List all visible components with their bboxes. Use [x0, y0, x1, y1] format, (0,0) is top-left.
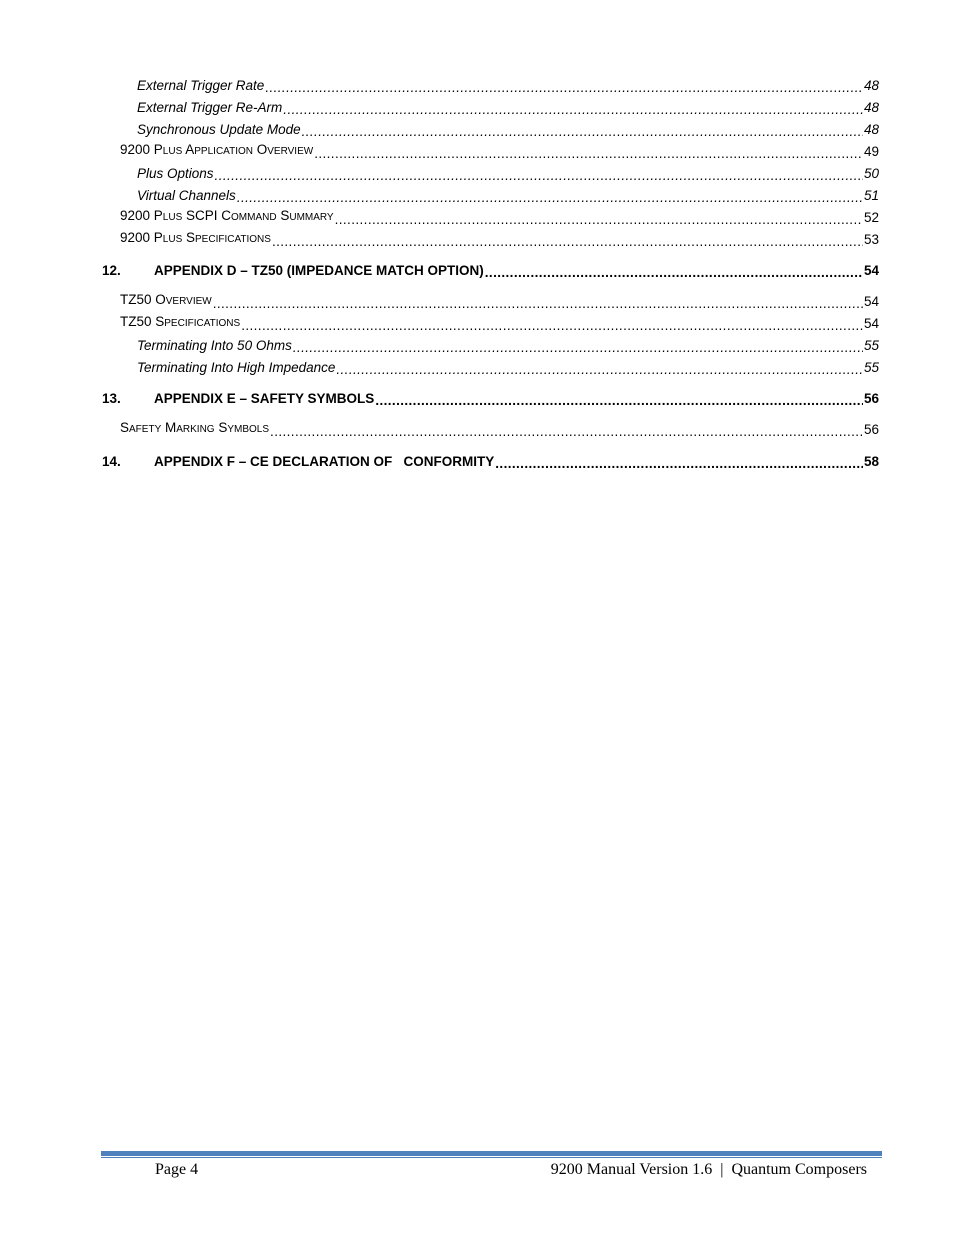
toc-entry-page: 50	[863, 166, 879, 181]
toc-title-part: S	[120, 420, 130, 435]
footer-rule	[101, 1151, 882, 1156]
toc-chapter-number: 14.	[102, 454, 121, 469]
toc-entry-title	[120, 292, 212, 310]
toc-title-part: LUS	[162, 212, 183, 223]
toc-leader-dots	[241, 318, 863, 332]
toc-entry[interactable]	[120, 144, 879, 160]
toc-leader-dots	[283, 102, 863, 116]
toc-entry-title	[120, 314, 240, 332]
toc-leader-dots	[375, 393, 863, 407]
toc-entry-page: 53	[863, 232, 879, 247]
toc-entry[interactable]	[137, 78, 879, 94]
toc-entry-title	[102, 263, 484, 279]
toc-entry[interactable]	[137, 122, 879, 138]
toc-chapter-entry[interactable]	[102, 263, 879, 279]
toc-entry[interactable]	[137, 188, 879, 204]
toc-title-part: A	[182, 142, 195, 157]
toc-chapter-entry[interactable]	[102, 391, 879, 407]
toc-entry-page: 58	[863, 454, 879, 469]
toc-title-part: TZ50 S	[120, 314, 165, 329]
toc-entry-page: 48	[863, 100, 879, 115]
toc-chapter-entry[interactable]	[102, 454, 879, 470]
toc-entry-title: Virtual Channels	[137, 188, 236, 203]
toc-entry-title: External Trigger Re-Arm	[137, 100, 283, 115]
toc-title-part: LUS	[162, 234, 183, 245]
toc-entry-page: 48	[863, 122, 879, 137]
toc-entry-title	[120, 230, 271, 248]
toc-title-part: VERVIEW	[267, 146, 314, 157]
toc-title-part: ARKING	[176, 424, 215, 435]
toc-leader-dots	[237, 190, 863, 204]
toc-entry-page: 49	[863, 144, 879, 159]
toc-leader-dots	[495, 456, 863, 470]
toc-entry-page: 56	[863, 422, 879, 437]
toc-leader-dots	[314, 146, 863, 160]
toc-title-part: S	[182, 230, 196, 245]
toc-leader-dots	[485, 265, 863, 279]
toc-entry-page: 48	[863, 78, 879, 93]
toc-title-part: OMMAND	[231, 212, 277, 223]
toc-chapter-title: APPENDIX E – SAFETY SYMBOLS	[154, 391, 375, 406]
toc-title-part: AFETY	[129, 424, 162, 435]
toc-entry[interactable]	[120, 316, 879, 332]
toc-title-part: SCPI C	[182, 208, 232, 223]
toc-entry-page: 51	[863, 188, 879, 203]
toc-leader-dots	[293, 340, 863, 354]
toc-leader-dots	[270, 424, 863, 438]
toc-title-part: S	[276, 208, 290, 223]
toc-entry-page: 55	[863, 360, 879, 375]
toc-entry[interactable]	[120, 422, 879, 438]
toc-entry-page: 56	[863, 391, 879, 406]
toc-chapter-title: APPENDIX D – TZ50 (IMPEDANCE MATCH OPTION)	[154, 263, 484, 278]
toc-title-part: LUS	[162, 146, 183, 157]
toc-entry[interactable]	[137, 166, 879, 182]
toc-entry-title	[120, 142, 313, 160]
toc-title-part: 9200 P	[120, 208, 163, 223]
toc-entry-title	[102, 391, 374, 407]
toc-leader-dots	[335, 212, 863, 226]
toc-entry-page: 54	[863, 294, 879, 309]
toc-leader-dots	[265, 80, 863, 94]
toc-entry-title: Synchronous Update Mode	[137, 122, 301, 137]
toc-chapter-title: APPENDIX F – CE DECLARATION OF CONFORMITY	[154, 454, 495, 469]
toc-entry-title	[120, 420, 269, 438]
toc-title-part: O	[252, 142, 268, 157]
toc-title-part: VERVIEW	[165, 296, 212, 307]
toc-entry[interactable]	[120, 232, 879, 248]
toc-chapter-number: 13.	[102, 391, 121, 406]
toc-title-part: PECIFICATIONS	[164, 318, 241, 329]
toc-leader-dots	[336, 362, 863, 376]
toc-leader-dots	[272, 234, 863, 248]
toc-title-part: YMBOLS	[227, 424, 270, 435]
toc-entry[interactable]	[120, 210, 879, 226]
toc-title-part: TZ50 O	[120, 292, 166, 307]
toc-entry-title: Terminating Into High Impedance	[137, 360, 336, 375]
toc-leader-dots	[215, 168, 863, 182]
toc-entry-title: External Trigger Rate	[137, 78, 265, 93]
toc-title-part: UMMARY	[289, 212, 334, 223]
toc-entry[interactable]	[137, 338, 879, 354]
toc-chapter-number: 12.	[102, 263, 121, 278]
toc-entry-title	[120, 208, 334, 226]
toc-entry-title	[102, 454, 494, 470]
toc-entry-page: 55	[863, 338, 879, 353]
toc-title-part: 9200 P	[120, 230, 163, 245]
toc-entry-page: 52	[863, 210, 879, 225]
toc-leader-dots	[302, 124, 863, 138]
toc-entry[interactable]	[120, 294, 879, 310]
toc-title-part: 9200 P	[120, 142, 163, 157]
toc-entry-title: Terminating Into 50 Ohms	[137, 338, 292, 353]
footer-page-number: Page 4	[155, 1161, 199, 1178]
toc-title-part: PPLICATION	[194, 146, 253, 157]
toc-title-part: S	[214, 420, 228, 435]
toc-entry-page: 54	[863, 263, 879, 278]
toc-leader-dots	[213, 296, 863, 310]
toc-entry-page: 54	[863, 316, 879, 331]
toc-entry[interactable]	[137, 100, 879, 116]
footer-rule-thin	[101, 1157, 882, 1158]
toc-title-part: PECIFICATIONS	[195, 234, 271, 245]
toc-entry-title: Plus Options	[137, 166, 214, 181]
footer-document-title: 9200 Manual Version 1.6 | Quantum Composers	[550, 1161, 867, 1178]
toc-title-part: M	[161, 420, 177, 435]
toc-entry[interactable]	[137, 360, 879, 376]
